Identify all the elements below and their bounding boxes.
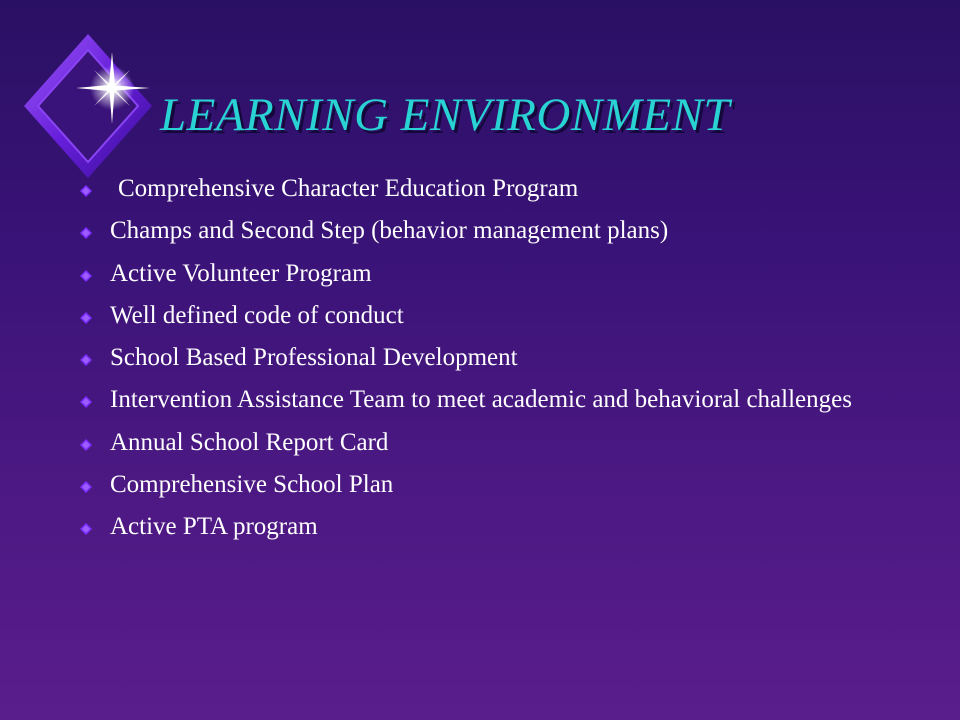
list-item-text: Comprehensive School Plan — [110, 471, 394, 499]
list-item — [80, 343, 900, 373]
list-item — [80, 470, 900, 500]
list-item-text: Active PTA program — [110, 513, 318, 541]
list-item-text: Annual School Report Card — [110, 428, 389, 456]
list-item-text: Active Volunteer Program — [110, 259, 372, 287]
list-item-text: Well defined code of conduct — [110, 301, 404, 329]
bullet-list — [80, 174, 900, 555]
list-item — [80, 259, 900, 289]
list-item — [80, 385, 900, 415]
diamond-bullet-icon — [80, 227, 92, 239]
diamond-bullet-icon — [80, 312, 92, 324]
list-item-text: School Based Professional Development — [110, 344, 518, 372]
list-item — [80, 216, 900, 246]
list-item — [80, 512, 900, 542]
diamond-bullet-icon — [80, 481, 92, 493]
list-item — [80, 174, 900, 204]
diamond-bullet-icon — [80, 185, 92, 197]
slide-title: LEARNING ENVIRONMENT — [160, 89, 731, 141]
list-item-text: Champs and Second Step (behavior management plans) — [110, 217, 669, 245]
list-item — [80, 428, 900, 458]
diamond-bullet-icon — [80, 396, 92, 408]
list-item — [80, 301, 900, 331]
diamond-bullet-icon — [80, 270, 92, 282]
diamond-bullet-icon — [80, 439, 92, 451]
diamond-bullet-icon — [80, 523, 92, 535]
list-item-text: Intervention Assistance Team to meet academic and behavioral challenges — [110, 386, 852, 414]
list-item-text: Comprehensive Character Education Program — [118, 175, 579, 202]
diamond-sparkle-icon — [14, 20, 164, 192]
diamond-bullet-icon — [80, 354, 92, 366]
